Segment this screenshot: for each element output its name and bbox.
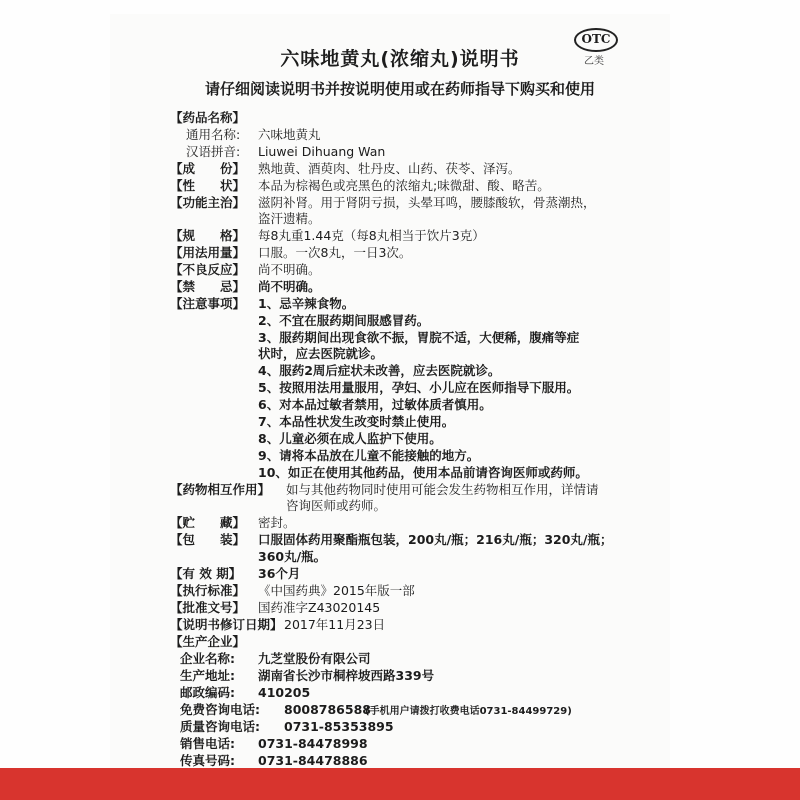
approval-label: 【批准文号】 xyxy=(170,600,246,615)
revision-date-value: 2017年11月23日 xyxy=(284,617,386,632)
generic-name-label: 通用名称: xyxy=(186,127,241,142)
precaution-item: 1、忌辛辣食物。 xyxy=(258,296,355,311)
pinyin-label: 汉语拼音: xyxy=(186,144,241,159)
usage-value: 口服。一次8丸，一日3次。 xyxy=(258,245,412,260)
hotline-value: 8008786588 xyxy=(284,702,371,717)
precaution-item: 2、不宜在服药期间服感冒药。 xyxy=(258,313,430,328)
precautions-label: 【注意事项】 xyxy=(170,296,246,311)
document-title: 六味地黄丸(浓缩丸)说明书 xyxy=(280,48,520,70)
pinyin-value: Liuwei Dihuang Wan xyxy=(258,144,386,159)
precaution-item: 8、儿童必须在成人监护下使用。 xyxy=(258,431,442,446)
revision-date-label: 【说明书修订日期】 xyxy=(170,617,283,632)
standard-value: 《中国药典》2015年版一部 xyxy=(258,583,415,598)
generic-name-value: 六味地黄丸 xyxy=(258,127,321,142)
zip-label: 邮政编码: xyxy=(180,685,235,700)
quality-phone-value: 0731-85353895 xyxy=(284,719,394,734)
storage-value: 密封。 xyxy=(258,515,296,530)
precaution-item: 状时，应去医院就诊。 xyxy=(258,346,384,361)
properties-label: 【性 状】 xyxy=(170,178,246,193)
precaution-item: 3、服药期间出现食欲不振，胃脘不适，大便稀，腹痛等症 xyxy=(258,330,580,345)
company-name-value: 九芝堂股份有限公司 xyxy=(258,651,371,666)
address-value: 湖南省长沙市桐梓坡西路339号 xyxy=(258,668,435,683)
precaution-item: 7、本品性状发生改变时禁止使用。 xyxy=(258,414,455,429)
properties-value: 本品为棕褐色或亮黑色的浓缩丸;味微甜、酸、略苦。 xyxy=(258,178,550,193)
zip-value: 410205 xyxy=(258,685,311,700)
spec-label: 【规 格】 xyxy=(170,228,246,243)
fax-value: 0731-84478886 xyxy=(258,753,368,768)
precaution-item: 4、服药2周后症状未改善，应去医院就诊。 xyxy=(258,363,501,378)
drug-name-label: 【药品名称】 xyxy=(170,110,246,125)
storage-label: 【贮 藏】 xyxy=(170,515,246,530)
quality-phone-label: 质量咨询电话: xyxy=(180,719,260,734)
package-line1: 口服固体药用聚酯瓶包装，200丸/瓶；216丸/瓶；320丸/瓶； xyxy=(258,532,613,547)
manufacturer-label: 【生产企业】 xyxy=(170,634,246,649)
interactions-line1: 如与其他药物同时使用可能会发生药物相互作用，详情请 xyxy=(286,482,599,497)
red-border-strip xyxy=(0,768,800,800)
package-line2: 360丸/瓶。 xyxy=(258,549,327,564)
contraindications-value: 尚不明确。 xyxy=(258,279,321,294)
usage-label: 【用法用量】 xyxy=(170,245,246,260)
precaution-item: 5、按照用法用量服用，孕妇、小儿应在医师指导下服用。 xyxy=(258,380,580,395)
validity-value: 36个月 xyxy=(258,566,301,581)
ingredients-value: 熟地黄、酒萸肉、牡丹皮、山药、茯苓、泽泻。 xyxy=(258,161,521,176)
interactions-label: 【药物相互作用】 xyxy=(170,482,271,497)
hotline-label: 免费咨询电话: xyxy=(180,702,260,717)
interactions-line2: 咨询医师或药师。 xyxy=(286,498,387,513)
indications-line1: 滋阴补肾。用于肾阴亏损，头晕耳鸣，腰膝酸软，骨蒸潮热， xyxy=(258,195,596,210)
indications-label: 【功能主治】 xyxy=(170,195,246,210)
approval-value: 国药准字Z43020145 xyxy=(258,600,381,615)
document-subtitle: 请仔细阅读说明书并按说明使用或在药师指导下购买和使用 xyxy=(204,80,595,98)
otc-class-label: 乙类 xyxy=(584,56,604,67)
standard-label: 【执行标准】 xyxy=(170,583,246,598)
sales-phone-label: 销售电话: xyxy=(180,736,235,751)
adverse-value: 尚不明确。 xyxy=(258,262,321,277)
package-label: 【包 装】 xyxy=(170,532,246,547)
sales-phone-value: 0731-84478998 xyxy=(258,736,368,751)
precaution-item: 6、对本品过敏者禁用，过敏体质者慎用。 xyxy=(258,397,492,412)
address-label: 生产地址: xyxy=(180,668,235,683)
ingredients-label: 【成 份】 xyxy=(170,161,246,176)
hotline-note: (手机用户请拨打收费电话0731-84499729) xyxy=(365,706,572,717)
fax-label: 传真号码: xyxy=(180,753,235,768)
precaution-item: 9、请将本品放在儿童不能接触的地方。 xyxy=(258,448,480,463)
otc-badge: OTC xyxy=(574,28,618,52)
adverse-label: 【不良反应】 xyxy=(170,262,246,277)
indications-line2: 盗汗遗精。 xyxy=(258,211,321,226)
spec-value: 每8丸重1.44克（每8丸相当于饮片3克） xyxy=(258,228,485,243)
contraindications-label: 【禁 忌】 xyxy=(170,279,246,294)
validity-label: 【有 效 期】 xyxy=(170,566,242,581)
precaution-item: 10、如正在使用其他药品，使用本品前请咨询医师或药师。 xyxy=(258,465,588,480)
company-name-label: 企业名称: xyxy=(180,651,235,666)
